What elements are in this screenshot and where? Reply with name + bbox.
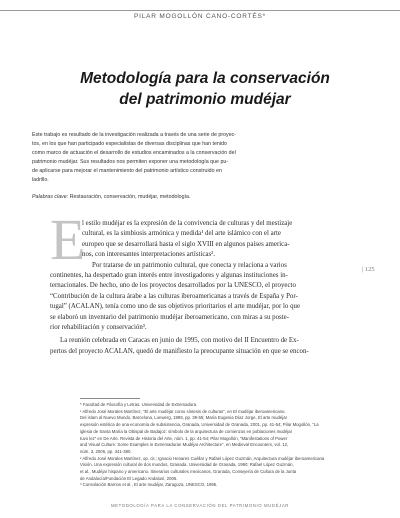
keywords-label: Palabras clave:: [32, 194, 69, 200]
footnote-line: and Visual Culture: Some Examples in Extremaduran Mudéjar Architecture”, en Medieval Encounters, vol. 12,: [80, 442, 289, 448]
running-footer: METODOLOGÍA PARA LA CONSERVACIÓN DEL PATRIMONIO MUDÉJAR: [110, 503, 289, 508]
body-line: “Contribución de la cultura árabe a las culturas iberoamericanas a través de España y Por-: [50, 292, 298, 300]
abstract-line: patrimonio mudéjar. Sus resultados nos permiten exponer una metodología que pu-: [32, 158, 229, 165]
page-number: | 125: [362, 266, 375, 273]
footnote-line: Visión. Una expresión cultural de dos mundos, Granada, Universidad de Granada, 1990; Rafael López Guzmán,: [80, 462, 294, 468]
body-line: Por tratarse de un patrimonio cultural, que conecta y relaciona a varios: [92, 261, 287, 269]
abstract-line: ladrillo.: [32, 176, 49, 183]
keywords-text: Restauración, conservación, mudéjar, metodología.: [69, 194, 191, 200]
footnote-line: ² Alfredo José Morales Martínez, op. cit.; Ignacio Henares Cuéllar y Rafael López Guzmán, Arquitectura mudéjar iberoamericana: [80, 455, 325, 461]
footnote-line: núm. 3, 2006, pp. 341-380.: [80, 448, 132, 454]
footnote-line: iglesia de Santa María la Obispal de Badajoz: símbolo de la arquitectura de comienzos en poblaciones mudéjar: [80, 428, 293, 434]
body-line: La reunión celebrada en Caracas en junio de 1995, con motivo del II Encuentro de Ex-: [60, 337, 299, 345]
footnote-line: ³ Consolación Barrios et al., El arte mudéjar, Zaragoza, UNESCO, 1995.: [80, 482, 218, 488]
body-line: pertos del proyecto ACALAN, quedó de manifiesto la preocupante situación en que se encon-: [50, 347, 309, 355]
title-line: Metodología para la conservación: [80, 70, 330, 87]
footnote-line: ¹ Alfredo José Morales Martínez, “El arte mudéjar como síntesis de culturas”, en El mudéjar iberoamericano.: [80, 408, 286, 414]
title-line: del patrimonio mudéjar: [119, 91, 291, 108]
footnote-line: et al., Mudéjar hispano y americano. Itinerarios culturales mexicanos, Granada, Consejería de Cultura de la Junta: [80, 469, 297, 475]
body-line: l estilo mudéjar es la expresión de la convivencia de culturas y del mestizaje: [82, 220, 293, 227]
keywords: [32, 194, 190, 200]
body-line: europeo que se desarrollará hasta el siglo XVIII en algunos países america-: [82, 240, 290, 248]
drop-cap: E: [50, 207, 86, 272]
footnote-line: expresión estética de una economía de subsistencia, Granada, Universidad de Granada, 2001, pp. 41-54; Pilar Mogollón, “La: [80, 422, 319, 428]
footnote-line: Del islam al Nuevo Mundo, Barcelona, Lunwerg, 1995, pp. 39-55; María Eugenia Díaz Jorge, El arte mudéjar: [80, 415, 288, 421]
article-title: [40, 68, 370, 110]
author-rule: [0, 10, 400, 11]
abstract-line: como marco de actuación el desarrollo de estudios encaminados a la conservación del: [32, 149, 236, 156]
body-line: rior rehabilitación y conservación³.: [50, 324, 147, 332]
body-line: continentes, ha despertado gran interés entre investigadores y algunas instituciones in-: [50, 272, 288, 280]
footnote-line: de Andalucía/Fundación El Legado Andalusí, 2006.: [80, 475, 178, 481]
body-line: se elaboró un inventario del patrimonio mudéjar iberoamericano, con miras a su poste-: [50, 313, 289, 321]
body-line: tugal” (ACALAN), tenía como uno de sus objetivos prioritarios el arte mudéjar, por lo que: [50, 303, 301, 311]
abstract: [32, 131, 328, 184]
abstract-line: Este trabajo es resultado de la investigación realizada a través de una serie de proyec-: [32, 132, 237, 138]
footnote-line: tuvo lez” en De Arte. Revista de Historia del Arte, núm. 1, pp. 41-54; Pilar Mogollón, “Manifestations of Power: [80, 435, 288, 441]
body-line: nos, con interesantes interpretaciones artísticas².: [82, 251, 215, 259]
abstract-line: tos, en los que han participado especialistas de diversas disciplinas que han tenido: [32, 140, 227, 147]
footnotes: [80, 402, 350, 489]
body-text: [50, 219, 348, 357]
footnote-line: * Facultad de Filosofía y Letras. Universidad de Extremadura.: [80, 402, 198, 407]
abstract-line: de aplicarse para mejorar el mantenimiento del patrimonio artístico construido en: [32, 167, 222, 174]
author-name: PILAR MOGOLLÓN CANO-CORTÉS*: [133, 13, 266, 20]
body-line: ternacionales. De hecho, uno de los proyectos desarrollados por la UNESCO, el proyecto: [50, 282, 296, 290]
footnote-rule: [80, 398, 140, 399]
body-line: cultural, es la simbiosis armónica y medida¹ del arte islámico con el arte: [82, 230, 281, 238]
